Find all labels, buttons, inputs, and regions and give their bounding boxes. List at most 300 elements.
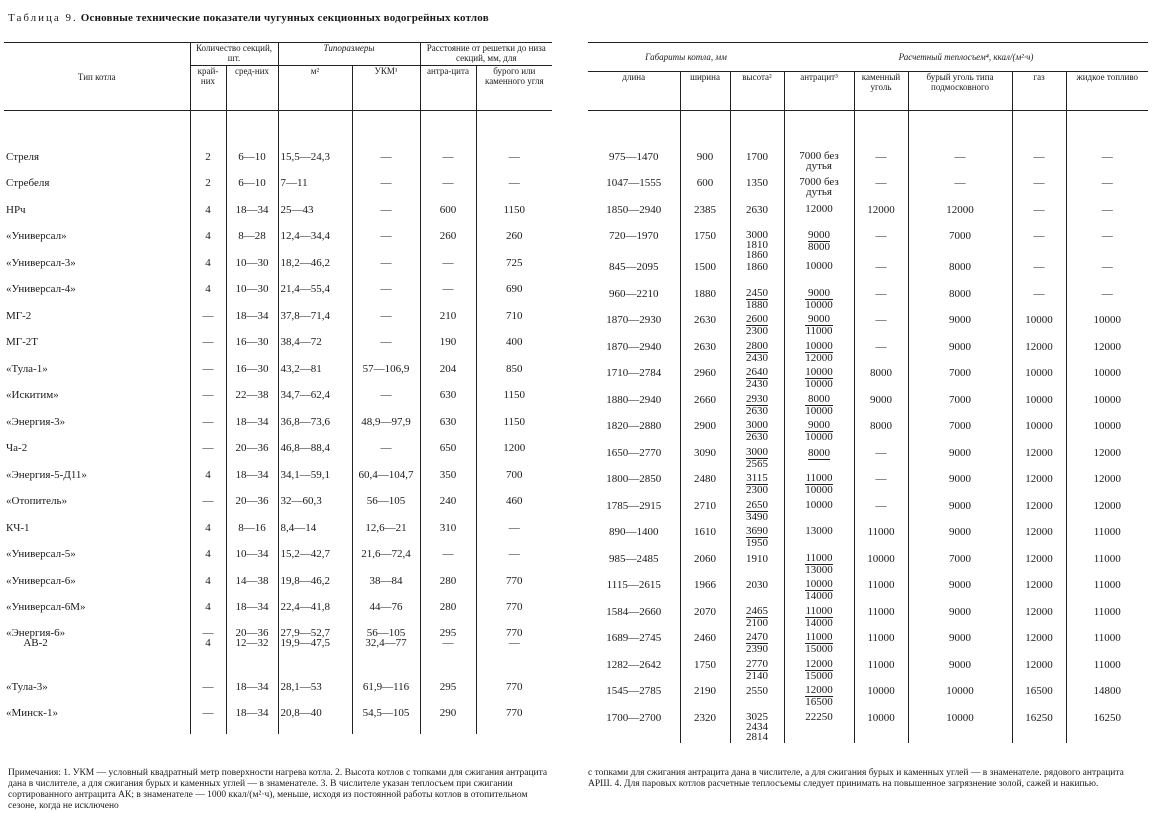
cell-height-numerator: 2465 — [746, 605, 768, 617]
cell-height-line: 3025 — [746, 711, 768, 723]
cell-m2: 37,8—71,4 — [278, 310, 352, 337]
cell-q-anthracite-denominator: 10000 — [805, 404, 833, 417]
cell-edge: 4 — [190, 204, 226, 231]
cell-mid: 20—36 — [226, 495, 278, 522]
cell-q-anthracite: 13000 — [784, 526, 854, 553]
table-row — [588, 500, 1148, 527]
cell-type: «Отопитель» — [4, 495, 190, 522]
cell-anthracite: 290 — [420, 707, 476, 734]
table-row — [4, 548, 552, 575]
cell-type: Стребеля — [4, 177, 190, 204]
cell-ukm — [352, 628, 420, 655]
cell-m2-line: 19,9—47,5 — [280, 636, 330, 649]
cell-type: НРч — [4, 204, 190, 231]
table-row — [588, 341, 1148, 368]
cell-height-fraction — [746, 288, 768, 311]
cell-edge: — — [190, 495, 226, 522]
cell-anthracite-line: 295 — [439, 627, 457, 639]
cell-anthracite: 630 — [420, 416, 476, 443]
cell-length: 1820—2880 — [588, 420, 680, 447]
cell-brown: 400 — [506, 336, 523, 348]
cell-q-anthracite — [784, 394, 854, 421]
cell-brown: 770 — [506, 707, 523, 719]
cell-q-anthracite-denominator: 11000 — [805, 325, 833, 337]
spacer-cell — [854, 111, 908, 151]
cell-height-numerator: 2930 — [746, 393, 768, 405]
cell-q-anthracite-fraction — [805, 606, 833, 629]
cell-ukm: — — [352, 336, 420, 363]
cell-q-liquid: 10000 — [1093, 367, 1122, 379]
spacer-cell — [4, 111, 190, 151]
cell-type: «Искитим» — [4, 389, 190, 416]
cell-q-anthracite-numerator: 11000 — [805, 605, 833, 617]
cell-q-gas: — — [1012, 204, 1066, 231]
cell-edge: — — [190, 363, 226, 390]
cell-m2: 32—60,3 — [278, 495, 352, 522]
table-row — [4, 416, 552, 443]
col-length: длина — [588, 72, 680, 111]
cell-anthracite: — — [420, 257, 476, 284]
cell-edge: — — [190, 707, 226, 734]
cell-width: 2060 — [680, 553, 730, 580]
cell-m2: 25—43 — [278, 204, 352, 231]
cell-q-coal: 11000 — [854, 526, 908, 553]
table-row — [588, 230, 1148, 261]
cell-width: 2385 — [680, 204, 730, 231]
cell-width: 900 — [680, 151, 730, 178]
cell-height: 1860 — [730, 261, 784, 288]
cell-height-numerator: 2650 — [746, 499, 768, 511]
col-ukm: УКМ¹ — [352, 66, 420, 111]
col-width: ширина — [680, 72, 730, 111]
cell-q-anthracite-fraction — [808, 448, 830, 460]
table-row — [4, 522, 552, 549]
cell-q-liquid: — — [1101, 287, 1113, 300]
table-row — [588, 685, 1148, 712]
cell-q-liquid: 11000 — [1093, 632, 1121, 644]
cell-mid: 6—10 — [226, 177, 278, 204]
cell-height-denominator: 3490 — [746, 510, 768, 523]
cell-q-anthracite-denominator: 10000 — [805, 298, 833, 311]
cell-height-fraction — [746, 341, 768, 364]
cell-q-coal: — — [854, 151, 908, 178]
cell-ukm: — — [352, 283, 420, 310]
cell-anthracite: — — [420, 177, 476, 204]
cell-q-anthracite — [784, 314, 854, 341]
cell-q-anthracite-numerator: 9000 — [805, 314, 832, 326]
cell-q-liquid: — — [1101, 261, 1113, 273]
cell-edge: — — [190, 416, 226, 443]
cell-height — [730, 606, 784, 633]
table-row — [4, 177, 552, 204]
cell-ukm: 44—76 — [352, 601, 420, 628]
cell-brown-line: 770 — [506, 627, 523, 639]
table-row — [588, 579, 1148, 606]
table-row — [4, 336, 552, 363]
cell-q-anthracite-denominator: 15000 — [805, 669, 833, 682]
cell-height-numerator: 2600 — [746, 314, 768, 325]
footnote-left: Примечания: 1. УКМ — условный квадратный метр поверхности нагрева котла. 2. Высота котлов с топками для сжигания антрацита дана в числителе, а для сжигания бурых и каменных углей — в знаменателе. 3. В числителе указан теплосъем при сжигании сортированного антрацита АК; в знаменателе — 1000 ккал/(м²·ч), меньше, исходя из постоянной работы котлов в отопительном сезоне, когда не исключено — [8, 768, 548, 811]
cell-height — [730, 230, 784, 261]
cell-anthracite: — — [420, 283, 476, 310]
cell-edge-line: — — [202, 627, 214, 639]
cell-width: 2630 — [680, 341, 730, 368]
cell-height: 2550 — [730, 685, 784, 712]
cell-q-anthracite — [784, 632, 854, 659]
cell-m2: 8,4—14 — [278, 522, 352, 549]
cell-ukm: 54,5—105 — [352, 707, 420, 734]
cell-type: «Тула-1» — [4, 363, 190, 390]
cell-length: 890—1400 — [588, 526, 680, 553]
cell-brown: 1150 — [503, 389, 526, 401]
cell-type: Стреля — [4, 151, 190, 178]
cell-q-anthracite — [784, 659, 854, 686]
cell-height — [730, 473, 784, 500]
cell-q-gas: 12000 — [1012, 606, 1066, 633]
cell-m2: 46,8—88,4 — [278, 442, 352, 469]
col-brown: бурого или каменного угля — [476, 66, 552, 111]
col-m2: м² — [278, 66, 352, 111]
cell-brown: 260 — [506, 230, 523, 242]
table-row — [588, 606, 1148, 633]
cell-type: «Универсал» — [4, 230, 190, 257]
cell-anthracite: 280 — [420, 575, 476, 602]
cell-height-denominator: 2100 — [746, 616, 768, 629]
cell-q-brown: 9000 — [908, 659, 1012, 686]
cell-q-gas: — — [1012, 288, 1066, 315]
cell-edge: 4 — [190, 257, 226, 284]
cell-anthracite: 600 — [420, 204, 476, 231]
cell-q-gas: 16500 — [1012, 685, 1066, 712]
cell-brown: 710 — [506, 309, 523, 322]
cell-q-liquid: 10000 — [1093, 314, 1122, 326]
col-q-brown: бурый уголь типа подмосковного — [908, 72, 1012, 111]
cell-q-coal: — — [854, 447, 908, 474]
cell-edge — [190, 654, 226, 681]
cell-mid: 8—16 — [226, 522, 278, 549]
cell-width: 1966 — [680, 579, 730, 606]
cell-q-gas: 12000 — [1012, 473, 1066, 500]
cell-q-gas: — — [1012, 151, 1066, 178]
cell-q-brown: 9000 — [908, 579, 1012, 606]
cell-q-liquid: 12000 — [1093, 340, 1122, 353]
cell-q-brown: 9000 — [908, 500, 1012, 527]
cell-type: КЧ-1 — [4, 522, 190, 549]
col-q-gas: газ — [1012, 72, 1066, 111]
cell-q-anthracite-fraction — [805, 394, 833, 417]
cell-edge: — — [190, 336, 226, 363]
col-mid: сред-них — [226, 66, 278, 111]
cell-q-anthracite: 10000 — [784, 261, 854, 288]
table-row — [4, 204, 552, 231]
cell-type — [4, 654, 190, 681]
cell-height-fraction — [746, 367, 768, 390]
cell-height-fraction — [746, 526, 768, 549]
cell-q-anthracite-fraction — [805, 341, 833, 364]
cell-height — [730, 288, 784, 315]
cell-q-coal: — — [854, 500, 908, 527]
cell-q-gas: 12000 — [1012, 579, 1066, 606]
cell-q-brown: 9000 — [908, 314, 1012, 341]
footnote-right: с топками для сжигания антрацита дана в числителе, а для сжигания бурых и каменных углей — в знаменателе. рядового антрацита АРШ. 4. Для паровых котлов расчетные теплосъемы следует принимать на повышенное загрязнение золой, сажей и накипью. — [588, 768, 1124, 789]
cell-q-anthracite-denominator: 12000 — [805, 351, 833, 364]
cell-q-anthracite-denominator: 10000 — [805, 378, 833, 390]
cell-height-fraction — [746, 473, 768, 496]
cell-height-fraction — [746, 500, 768, 523]
table-row — [588, 204, 1148, 231]
cell-mid: 18—34 — [226, 707, 278, 734]
cell-q-coal: — — [854, 473, 908, 500]
spacer-cell — [352, 111, 420, 151]
cell-q-anthracite — [784, 367, 854, 394]
cell-height-fraction — [746, 394, 768, 417]
cell-height-denominator: 2430 — [746, 351, 768, 364]
cell-anthracite: — — [420, 151, 476, 178]
cell-q-gas: — — [1012, 230, 1066, 261]
cell-q-anthracite-numerator: 8000 — [808, 446, 831, 459]
cell-mid: 16—30 — [226, 363, 278, 390]
cell-q-anthracite-fraction — [805, 579, 833, 602]
cell-brown: 850 — [506, 362, 523, 375]
cell-q-gas: — — [1012, 261, 1066, 288]
table-row — [4, 442, 552, 469]
cell-q-anthracite-numerator: 11000 — [805, 552, 833, 564]
table-number: Таблица 9. — [8, 12, 78, 24]
cell-height-numerator: 2640 — [746, 367, 768, 378]
cell-m2: 21,4—55,4 — [278, 283, 352, 310]
cell-q-anthracite-denominator: 10000 — [805, 484, 833, 496]
cell-q-gas: 12000 — [1012, 447, 1066, 474]
cell-mid: 18—34 — [226, 681, 278, 708]
cell-height-denominator: 2565 — [746, 457, 768, 470]
cell-edge — [190, 628, 226, 655]
cell-q-brown: 9000 — [908, 447, 1012, 474]
cell-q-anthracite-denominator: 8000 — [808, 241, 831, 253]
cell-brown: — — [508, 521, 520, 534]
table-row — [588, 420, 1148, 447]
spacer-cell — [1066, 111, 1148, 151]
cell-width: 2960 — [680, 367, 730, 394]
cell-height-fraction — [746, 420, 768, 443]
table-row — [588, 151, 1148, 178]
cell-type: «Энергия-5-Д11» — [4, 469, 190, 496]
cell-q-anthracite-fraction — [805, 367, 833, 390]
cell-type: «Универсал-6М» — [4, 601, 190, 628]
cell-anthracite: — — [420, 548, 476, 575]
table-row — [4, 389, 552, 416]
cell-height-denominator: 2300 — [746, 484, 768, 496]
cell-type: «Универсал-3» — [4, 257, 190, 284]
left-table — [4, 42, 552, 734]
cell-edge: — — [190, 310, 226, 337]
cell-width: 2480 — [680, 473, 730, 500]
cell-brown: 700 — [506, 468, 523, 481]
cell-anthracite: 260 — [420, 230, 476, 257]
cell-q-gas: 12000 — [1012, 341, 1066, 368]
cell-mid — [226, 628, 278, 655]
cell-m2: 19,8—46,2 — [278, 575, 352, 602]
table-row — [588, 473, 1148, 500]
cell-mid: 20—36 — [226, 442, 278, 469]
cell-q-liquid: — — [1101, 230, 1113, 242]
cell-q-anthracite-fraction — [808, 230, 830, 253]
cell-height-line: 1810 — [746, 239, 768, 251]
col-dims: Габариты котла, мм — [588, 43, 784, 72]
cell-q-brown: — — [908, 151, 1012, 178]
cell-edge: 4 — [190, 469, 226, 496]
cell-q-anthracite-fraction — [805, 685, 833, 708]
cell-mid: 22—38 — [226, 389, 278, 416]
cell-m2-line: 27,9—52,7 — [280, 627, 330, 639]
cell-q-anthracite-numerator: 10000 — [805, 340, 833, 352]
cell-q-anthracite: 22250 — [784, 712, 854, 743]
cell-q-gas: 10000 — [1012, 314, 1066, 341]
cell-type: «Универсал-5» — [4, 548, 190, 575]
spacer-cell — [588, 111, 680, 151]
cell-height-line: 2434 — [746, 720, 768, 733]
table-row — [4, 283, 552, 310]
cell-q-coal: — — [854, 261, 908, 288]
cell-brown: 1150 — [503, 203, 526, 216]
cell-type: «Минск-1» — [4, 707, 190, 734]
cell-q-liquid: 10000 — [1093, 393, 1122, 406]
cell-mid: 14—38 — [226, 575, 278, 602]
cell-m2: 7—11 — [278, 177, 352, 204]
cell-height-line: 2814 — [746, 730, 768, 743]
cell-width: 1750 — [680, 659, 730, 686]
cell-height-denominator: 2140 — [746, 669, 768, 682]
cell-length: 960—2210 — [588, 288, 680, 315]
cell-q-coal: 8000 — [854, 420, 908, 447]
cell-brown: — — [508, 548, 520, 560]
cell-q-anthracite-numerator: 10000 — [805, 367, 833, 378]
cell-q-anthracite: 10000 — [784, 500, 854, 527]
cell-ukm: — — [352, 442, 420, 469]
cell-anthracite: 310 — [420, 522, 476, 549]
col-sizes: Типоразмеры — [278, 43, 420, 66]
cell-q-liquid: 11000 — [1093, 658, 1121, 671]
cell-q-anthracite-fraction — [805, 632, 833, 655]
cell-ukm: 21,6—72,4 — [352, 548, 420, 575]
cell-q-anthracite-numerator: 12000 — [805, 658, 833, 670]
cell-ukm — [352, 654, 420, 681]
cell-width: 1500 — [680, 261, 730, 288]
cell-ukm: — — [352, 177, 420, 204]
spacer-cell — [476, 111, 552, 151]
cell-mid — [226, 654, 278, 681]
cell-q-liquid: 10000 — [1093, 420, 1122, 432]
cell-brown — [476, 654, 552, 681]
table-row — [588, 394, 1148, 421]
cell-q-gas: 12000 — [1012, 659, 1066, 686]
cell-width: 600 — [680, 177, 730, 204]
cell-length: 985—2485 — [588, 553, 680, 580]
cell-width: 2710 — [680, 500, 730, 527]
cell-brown: — — [508, 177, 520, 189]
cell-mid-line: 12—32 — [235, 636, 269, 649]
cell-q-anthracite — [784, 473, 854, 500]
cell-anthracite: 295 — [420, 681, 476, 708]
table-row — [4, 495, 552, 522]
cell-m2: 38,4—72 — [278, 336, 352, 363]
col-q-anthracite: антрацит³ — [784, 72, 854, 111]
table-row — [588, 177, 1148, 204]
cell-width: 2460 — [680, 632, 730, 659]
cell-q-coal: — — [854, 341, 908, 368]
cell-height — [730, 712, 784, 743]
cell-q-anthracite-numerator: 12000 — [805, 685, 833, 696]
cell-q-anthracite — [784, 606, 854, 633]
cell-width: 2190 — [680, 685, 730, 712]
right-body — [588, 111, 1148, 743]
cell-width: 1880 — [680, 288, 730, 315]
col-heat: Расчетный теплосъем⁴, ккал/(м²·ч) — [784, 43, 1148, 72]
cell-q-coal: 11000 — [854, 579, 908, 606]
cell-height-fraction — [746, 314, 768, 337]
table-row — [588, 261, 1148, 288]
cell-height: 2630 — [730, 204, 784, 231]
cell-edge: 2 — [190, 151, 226, 178]
col-height: высота² — [730, 72, 784, 111]
cell-m2: 36,8—73,6 — [278, 416, 352, 443]
cell-q-gas: 12000 — [1012, 526, 1066, 553]
cell-edge: 4 — [190, 575, 226, 602]
cell-m2 — [278, 654, 352, 681]
cell-q-coal: 12000 — [854, 204, 908, 231]
col-q-liquid: жидкое топливо — [1066, 72, 1148, 111]
cell-height-denominator: 2630 — [746, 404, 768, 417]
cell-brown: 690 — [506, 283, 523, 295]
cell-q-liquid: 11000 — [1093, 552, 1121, 565]
table-row — [588, 712, 1148, 743]
col-sections: Количество секций, шт. — [190, 43, 278, 66]
cell-height — [730, 500, 784, 527]
cell-q-liquid: — — [1101, 150, 1113, 163]
cell-q-coal: — — [854, 288, 908, 315]
cell-q-brown: 7000 — [908, 394, 1012, 421]
table-row — [4, 575, 552, 602]
cell-height — [730, 447, 784, 474]
table-row — [4, 363, 552, 390]
cell-q-anthracite — [784, 230, 854, 261]
cell-anthracite: 650 — [420, 442, 476, 469]
cell-anthracite: 280 — [420, 601, 476, 628]
cell-length: 1870—2930 — [588, 314, 680, 341]
cell-height-denominator: 1880 — [746, 298, 768, 311]
cell-brown: 1150 — [503, 415, 526, 428]
cell-mid: 18—34 — [226, 204, 278, 231]
cell-anthracite: 240 — [420, 495, 476, 522]
cell-height: 1910 — [730, 553, 784, 580]
cell-type: «Тула-3» — [4, 681, 190, 708]
spacer-cell — [730, 111, 784, 151]
cell-height-numerator: 2770 — [746, 658, 768, 670]
cell-height — [730, 341, 784, 368]
cell-anthracite: 204 — [420, 363, 476, 390]
cell-q-anthracite-denominator: 13000 — [805, 563, 833, 576]
table-row — [4, 654, 552, 681]
cell-height — [730, 632, 784, 659]
cell-m2: 15,2—42,7 — [278, 548, 352, 575]
cell-height-denominator: 1950 — [746, 537, 768, 549]
cell-q-anthracite — [784, 685, 854, 712]
cell-m2 — [278, 628, 352, 655]
table-row — [588, 447, 1148, 474]
cell-height-denominator: 2630 — [746, 431, 768, 443]
cell-width: 1610 — [680, 526, 730, 553]
cell-q-gas: 10000 — [1012, 394, 1066, 421]
cell-mid: 18—34 — [226, 469, 278, 496]
